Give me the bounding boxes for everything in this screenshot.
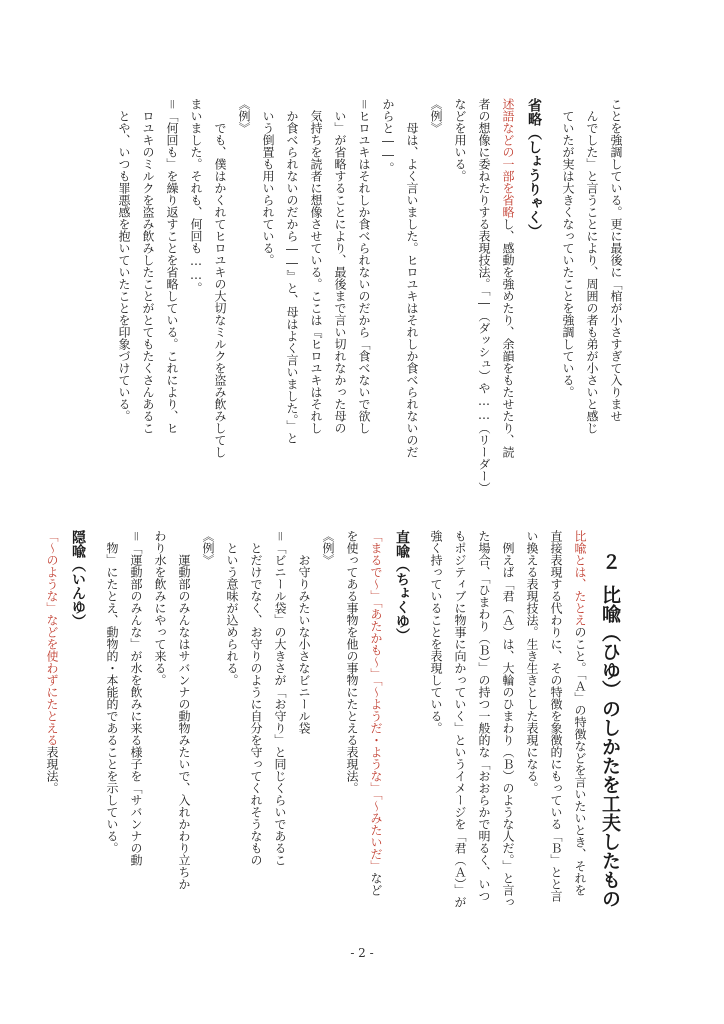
shoryaku-definition-highlight: 述語などの一部を省略 [501, 98, 515, 218]
shoryaku-definition-rest: し、感動を強めたり、余韻をもたせたり、読 [501, 218, 515, 458]
intro-line: ことを強調している。更に最後に「棺が小さすぎて入りませ [609, 98, 623, 422]
example-line: 母は、よく言いました。ヒロユキはそれしか食べられないのだ [405, 122, 419, 458]
chokuyu-definition-line: を使ってある事物を他の事物にたとえる表現法。 [345, 530, 359, 794]
upper-section [96, 98, 628, 498]
explanation-line: ＝「ビニール袋」の大きさが「お守り」と同じくらいであるこ [273, 530, 287, 866]
lower-section [45, 530, 628, 930]
explanation-line: 気持ちを読者に想像させている。ここは『ヒロユキはそれし [309, 110, 323, 434]
intro-line: ていたが実は大きくなっていたことを強調している。 [561, 110, 575, 398]
example-line: お守りみたいな小さなビニール袋 [297, 554, 311, 734]
inyu-definition-rest: 表現法。 [45, 746, 59, 794]
example-line: 運動部のみんなはサバンナの動物みたいで、入れかわり立ちか [177, 554, 191, 890]
hiyu-definition-line: 強く持っていることを表現している。 [429, 530, 443, 734]
explanation-line: とだけでなく、お守りのように自分を守ってくれそうなもの [249, 542, 263, 866]
explanation-line: ＝「何回も」を繰り返すことを省略している。これにより、ヒ [165, 98, 179, 434]
example-label: 《例》 [237, 98, 251, 134]
explanation-line: い」が省略することにより、最後まで言い切れなかった母の [333, 110, 347, 434]
explanation-line: 物」にたとえ、動物的・本能的であることを示している。 [105, 542, 119, 854]
chokuyu-heading: 直喩（ちょくゆ） [394, 530, 410, 642]
chokuyu-definition [364, 530, 388, 930]
section-number: ２ [599, 552, 621, 571]
hiyu-definition-highlight: 比喩とは、たとえ [573, 530, 587, 626]
intro-line: んでした」と言うことにより、周囲の者も弟が小さいと感じ [585, 110, 599, 434]
explanation-line: とや、いつも罪悪感を抱いていたことを印象づけている。 [117, 110, 131, 422]
example-line: わり水を飲みにやって来る。 [153, 530, 167, 686]
chokuyu-definition-highlight: 「まるで～」「あたかも～」「～ようだ・ような」「～みたいだ」 [369, 530, 383, 872]
inyu-definition-highlight: 「～のような」などを使わずにたとえる [45, 530, 59, 746]
inyu-definition [40, 530, 64, 930]
section-heading [592, 530, 628, 930]
hiyu-definition-line: 例えば「君（Ａ）は、大輪のひまわり（Ｂ）のような人だ。」と言っ [501, 542, 515, 908]
example-label: 《例》 [429, 98, 443, 134]
example-label: 《例》 [201, 530, 215, 566]
shoryaku-definition-line: 者の想像に委ねたりする表現技法。「―（ダッシュ）や……（リーダー） [477, 98, 491, 494]
hiyu-definition-line: 直接表現する代わりに、その特徴を象徴的にもっている「Ｂ」とと言 [549, 530, 563, 902]
shoryaku-heading: 省略（しょうりゃく） [526, 98, 542, 238]
example-label: 《例》 [321, 530, 335, 566]
example-line: からと――。 [381, 98, 395, 174]
example-line: まいました。それも、何回も……。 [189, 98, 203, 294]
explanation-line: ＝「運動部のみんな」が水を飲みに来る様子を「サバンナの動 [129, 530, 143, 866]
inyu-heading: 隠喩（いんゆ） [70, 530, 86, 628]
page-number: - 2 - [350, 946, 374, 960]
explanation-line: という意味が込められる。 [225, 542, 239, 686]
explanation-line: ロユキのミルクを盗み飲みしたことがとてもたくさんあるこ [141, 110, 155, 434]
chokuyu-definition-rest: など [369, 872, 383, 896]
example-line: でも、僕はかくれてヒロユキの大切なミルクを盗み飲みしてし [213, 122, 227, 458]
hiyu-definition-rest: のこと。「Ａ」の特徴などを言いたいとき、それを [573, 626, 587, 896]
shoryaku-definition-line: などを用いる。 [453, 98, 467, 182]
hiyu-definition-line: い換える表現技法。生き生きとした表現になる。 [525, 530, 539, 794]
hiyu-definition-line: た場合、「ひまわり（Ｂ）」の持つ一般的な「おおらかで明るく、いつ [477, 530, 491, 902]
section-title: 比喩（ひゆ）のしかたを工夫したもの [599, 585, 621, 908]
hiyu-definition-line: もポジティブに物事に向かっていく」というイメージを「君（Ａ）」が [453, 530, 467, 908]
shoryaku-definition [496, 98, 520, 498]
explanation-line: いう倒置も用いられている。 [261, 110, 275, 266]
explanation-line: か食べられないのだから――』と、母はよく言いました。」と [285, 110, 299, 444]
hiyu-definition [568, 530, 592, 930]
explanation-line: ＝ヒロユキはそれしか食べられないのだから「食べないで欲し [357, 98, 371, 434]
